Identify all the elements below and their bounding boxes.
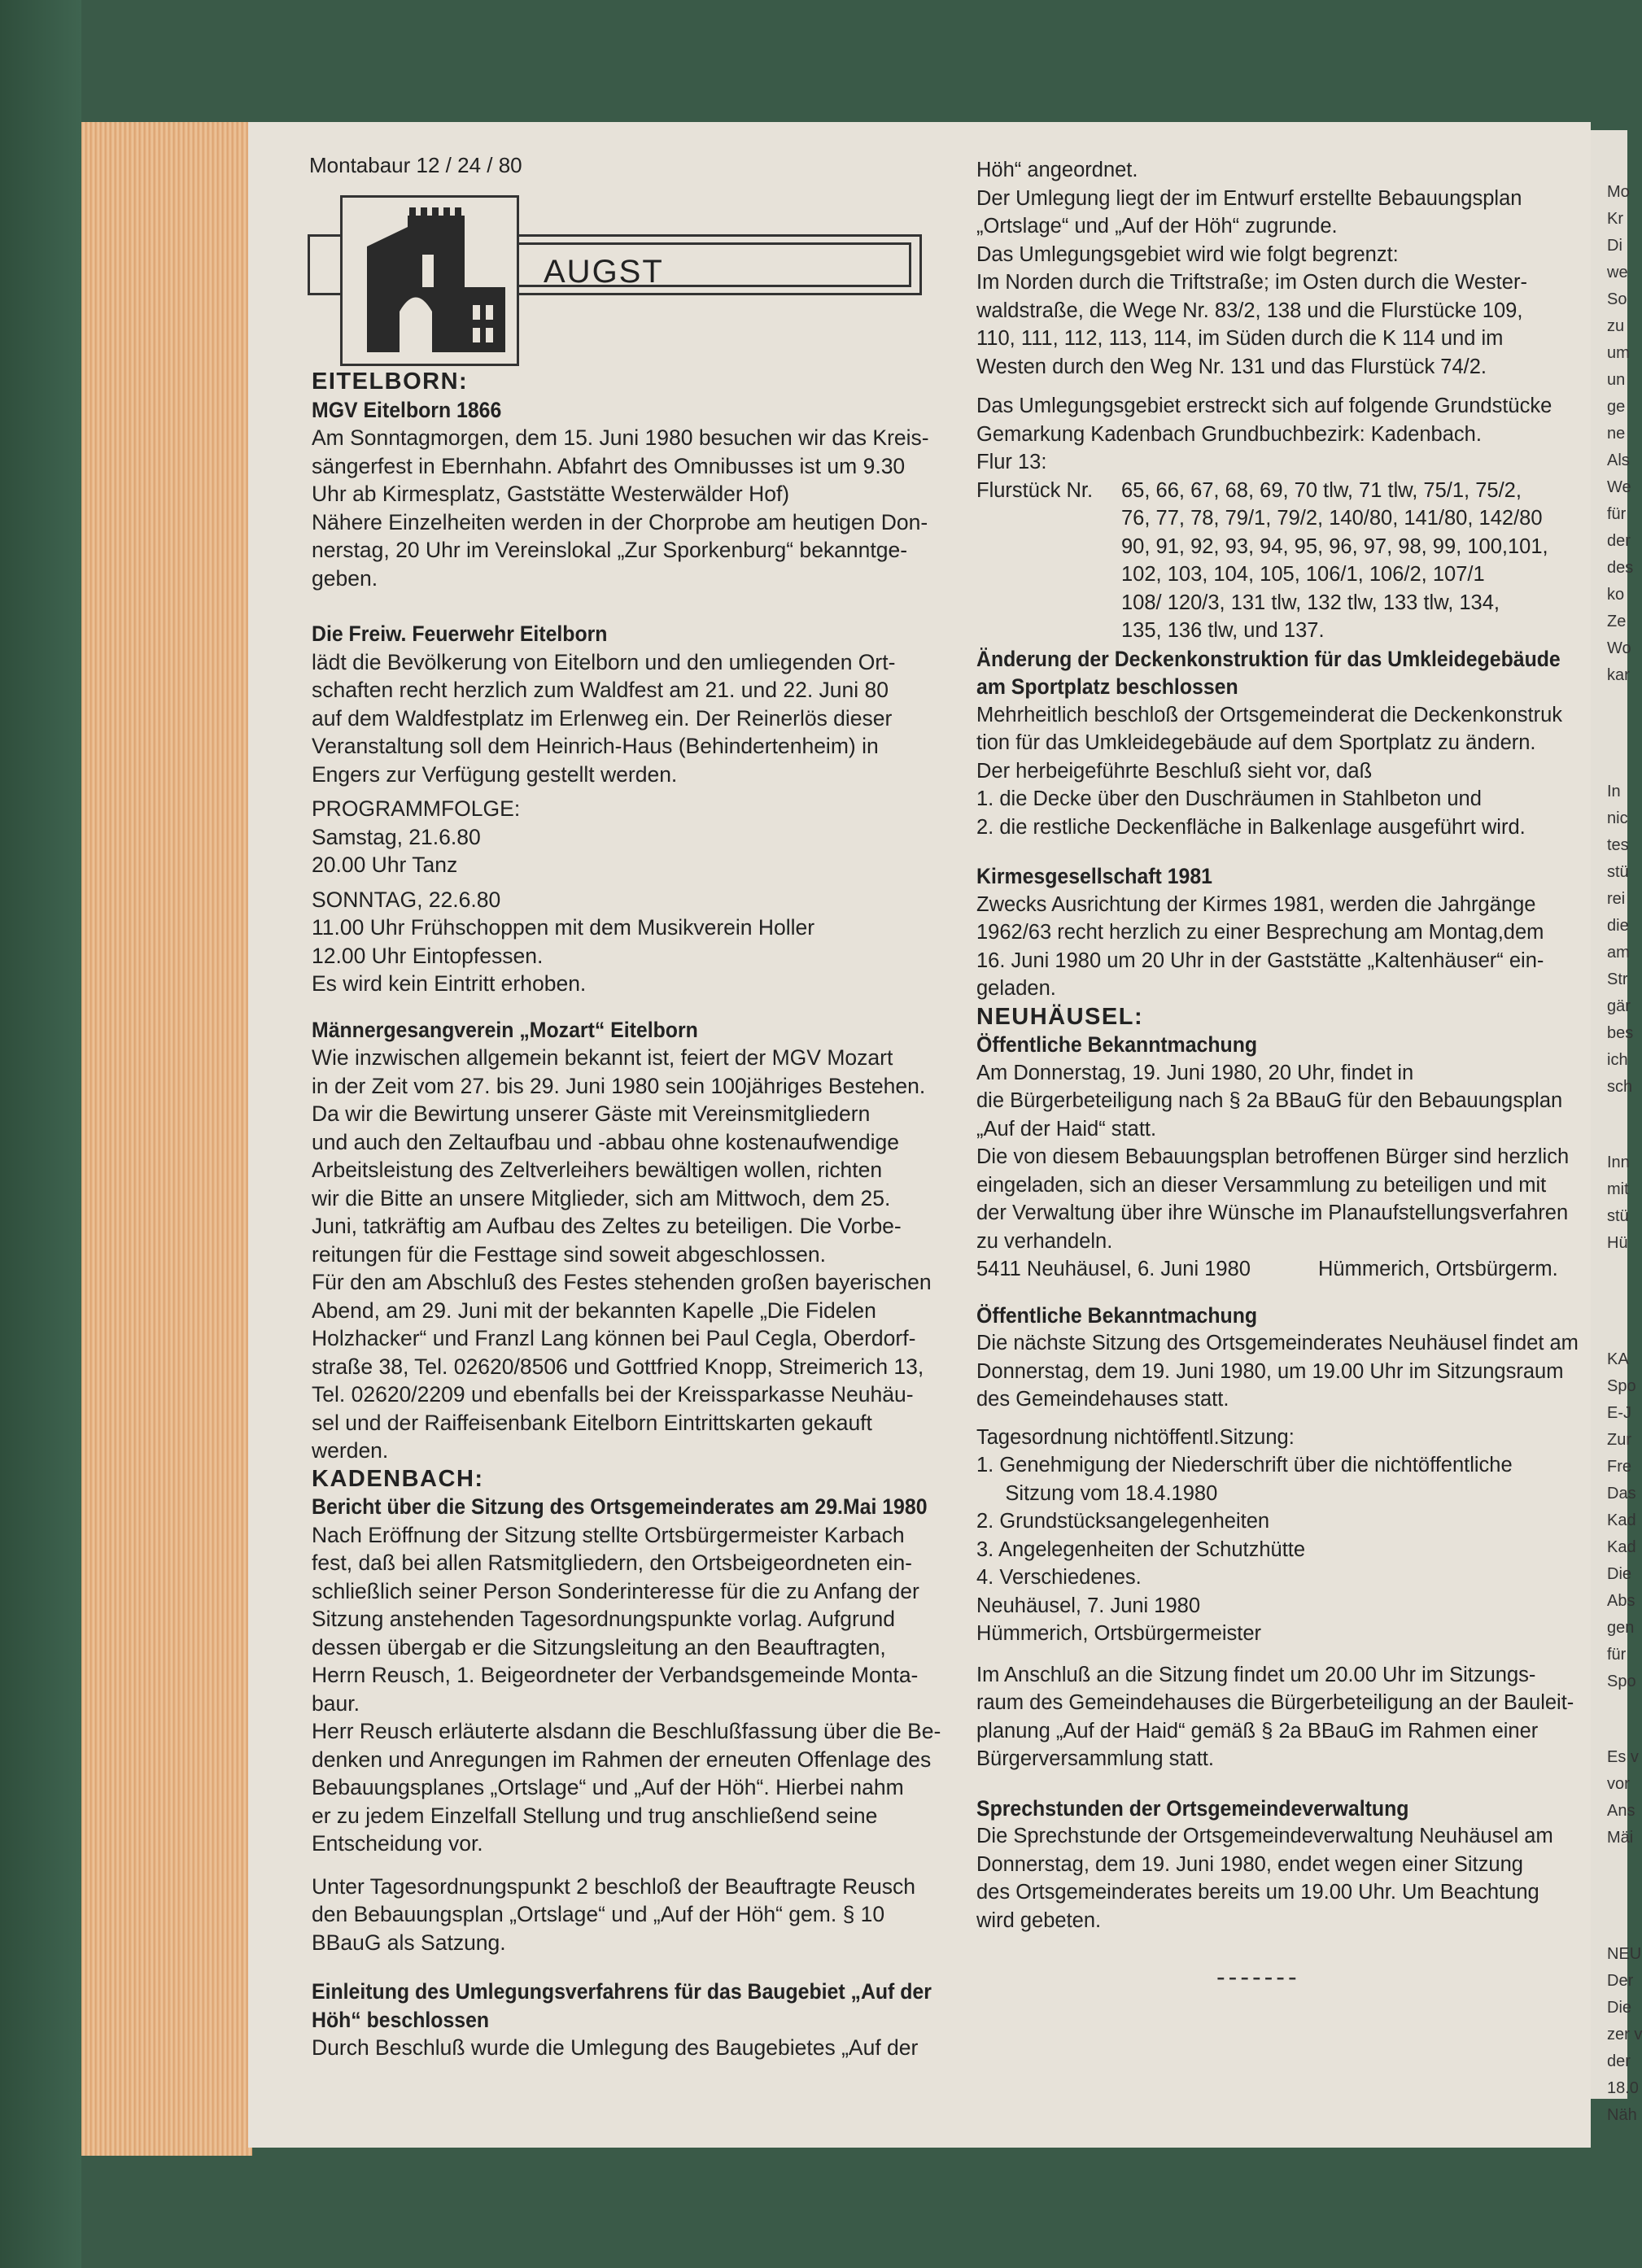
- next-page-fragment: mit: [1607, 1180, 1629, 1198]
- text-line: schaften recht herzlich zum Waldfest am 21. und 22. Juni 80: [312, 678, 889, 702]
- flurstueck-label: Flurstück Nr.: [976, 478, 1094, 502]
- text-line: Abend, am 29. Juni mit der bekannten Kapelle „Die Fidelen: [312, 1298, 876, 1323]
- text-line: der Verwaltung über ihre Wünsche im Planaufstellungsverfahren: [976, 1202, 1569, 1224]
- article-body-aenderung: [976, 701, 1588, 842]
- text-line: 1. Genehmigung der Niederschrift über die nichtöffentliche: [976, 1454, 1513, 1476]
- text-line: „Ortslage“ und „Auf der Höh“ zugrunde.: [976, 215, 1338, 238]
- text-line: planung „Auf der Haid“ gemäß § 2a BBauG im Rahmen einer: [976, 1719, 1539, 1742]
- article-title-bekanntmachung-1: Öffentliche Bekanntmachung: [976, 1032, 1258, 1057]
- next-page-fragment: am: [1607, 944, 1630, 962]
- text-line: 1962/63 recht herzlich zu einer Besprechung am Montag,dem: [976, 921, 1544, 944]
- next-page-fragment: ge: [1607, 398, 1626, 416]
- text-line: wird gebeten.: [976, 1908, 1102, 1932]
- text-line: Donnerstag, dem 19. Juni 1980, um 19.00 Uhr im Sitzungsraum: [976, 1359, 1564, 1383]
- text-line: Am Sonntagmorgen, dem 15. Juni 1980 besuchen wir das Kreis-: [312, 425, 929, 450]
- text-line: Westen durch den Weg Nr. 131 und das Flurstück 74/2.: [976, 355, 1487, 378]
- signature-name: Hümmerich, Ortsbürgerm.: [1318, 1258, 1558, 1280]
- signature-place-date: 5411 Neuhäusel, 6. Juni 1980: [976, 1258, 1251, 1280]
- article-title-mozart: Männergesangverein „Mozart“ Eitelborn: [312, 1017, 698, 1042]
- text-line: Da wir die Bewirtung unserer Gäste mit Vereinsmitgliedern: [312, 1101, 871, 1126]
- text-line: 65, 66, 67, 68, 69, 70 tlw, 71 tlw, 75/1, 75/2,: [1121, 478, 1522, 502]
- text-line: 108/ 120/3, 131 tlw, 132 tlw, 133 tlw, 134,: [1121, 591, 1500, 614]
- book-binding: [0, 0, 81, 2268]
- text-line: Neuhäusel, 7. Juni 1980: [976, 1594, 1201, 1617]
- text-line: fest, daß bei allen Ratsmitgliedern, den Ortsbeigeordneten ein-: [312, 1551, 913, 1575]
- text-line: und auch den Zeltaufbau und -abbau ohne kostenaufwendige: [312, 1129, 899, 1154]
- next-page-fragment: Mäi: [1607, 1829, 1634, 1847]
- next-page-fragment: Die: [1607, 1565, 1632, 1583]
- text-line: lädt die Bevölkerung von Eitelborn und den umliegenden Ort-: [312, 649, 896, 674]
- text-line: 2. die restliche Deckenfläche in Balkenlage ausgeführt wird.: [976, 815, 1526, 839]
- article-body-sprechstunden: [976, 1822, 1588, 1934]
- text-line: Der herbeigeführte Beschluß sieht vor, daß: [976, 759, 1373, 783]
- text-line: Herr Reusch erläuterte alsdann die Beschlußfassung über die Be-: [312, 1719, 941, 1743]
- text-line: er zu jedem Einzelfall Stellung und trug anschließend seine: [312, 1803, 878, 1828]
- article-body-bericht: [312, 1521, 971, 1858]
- text-line: Im Norden durch die Triftstraße; im Osten durch die Wester-: [976, 271, 1527, 294]
- article-body-anschluss: [976, 1661, 1588, 1773]
- text-line: Engers zur Verfügung gestellt werden.: [312, 761, 678, 787]
- text-line: schließlich seiner Person Sonderinteresse für die zu Anfang der: [312, 1578, 919, 1603]
- text-line: Das Umlegungsgebiet erstreckt sich auf folgende Grundstücke: [976, 395, 1552, 417]
- text-line: zu verhandeln.: [976, 1229, 1113, 1253]
- next-page-fragment: E-J: [1607, 1404, 1631, 1422]
- article-body-bekanntmachung-1: [976, 1059, 1588, 1284]
- flurstueck-list: [1121, 477, 1548, 645]
- next-page-fragment: zu: [1607, 317, 1625, 335]
- next-page-fragment: Kr: [1607, 210, 1623, 228]
- text-line: Bürgerversammlung statt.: [976, 1747, 1214, 1770]
- text-line: BBauG als Satzung.: [312, 1930, 506, 1955]
- tagesordnung: [976, 1424, 1588, 1648]
- next-page-fragment: zer v: [1607, 2026, 1642, 2043]
- next-page-fragment: stü: [1607, 863, 1629, 881]
- article-title-bericht: Bericht über die Sitzung des Ortsgemeinderates am 29.Mai 1980: [312, 1494, 928, 1519]
- next-page-fragment: Näh: [1607, 2106, 1637, 2124]
- next-page-fragment: ko: [1607, 586, 1625, 604]
- next-page-fragment: Ze: [1607, 613, 1627, 630]
- next-page-fragment: der: [1607, 2052, 1631, 2070]
- next-page-fragment: Abs: [1607, 1592, 1635, 1610]
- next-page-fragment: Hü: [1607, 1234, 1628, 1252]
- end-mark: -------: [1216, 1962, 1300, 1991]
- text-line: Samstag, 21.6.80: [312, 824, 481, 849]
- section-heading-neuhaeusel: NEUHÄUSEL:: [976, 1003, 1144, 1030]
- next-page-fragment: für: [1607, 1646, 1627, 1664]
- article-title-sprechstunden: Sprechstunden der Ortsgemeindeverwaltung: [976, 1795, 1409, 1821]
- next-page-fragment: Es v: [1607, 1748, 1639, 1766]
- next-page-fragment: der: [1607, 532, 1631, 550]
- next-page-fragment: Das: [1607, 1485, 1636, 1503]
- text-line: 135, 136 tlw, und 137.: [1121, 619, 1325, 642]
- text-line: Zwecks Ausrichtung der Kirmes 1981, werden die Jahrgänge: [976, 892, 1536, 916]
- text-line: Veranstaltung soll dem Heinrich-Haus (Behindertenheim) in: [312, 734, 879, 758]
- next-page-fragment: we: [1607, 264, 1628, 281]
- text-line: 76, 77, 78, 79/1, 79/2, 140/80, 141/80, 142/80: [1121, 507, 1543, 530]
- text-line: 16. Juni 1980 um 20 Uhr in der Gaststätte „Kaltenhäuser“ ein-: [976, 949, 1544, 972]
- article-body-kirmes: [976, 891, 1588, 1003]
- text-line: 4. Verschiedenes.: [976, 1566, 1142, 1589]
- next-page-edge: [1591, 130, 1642, 2124]
- text-line: geladen.: [976, 977, 1056, 1000]
- text-line: 1. die Decke über den Duschräumen in Stahlbeton und: [976, 787, 1482, 810]
- article-body-mgv: [312, 424, 971, 592]
- text-line: 20.00 Uhr Tanz: [312, 853, 458, 877]
- text-line: des Ortsgemeinderates bereits um 19.00 Uhr. Um Beachtung: [976, 1881, 1539, 1904]
- text-line: Tel. 02620/2209 und ebenfalls bei der Kreissparkasse Neuhäu-: [312, 1382, 914, 1407]
- left-column: [312, 368, 971, 2062]
- text-line: 90, 91, 92, 93, 94, 95, 96, 97, 98, 99, 100,101,: [1121, 534, 1548, 558]
- next-page-fragment: Der: [1607, 1972, 1634, 1990]
- text-line: Bebauungsplanes „Ortslage“ und „Auf der Höh“. Hierbei nahm: [312, 1775, 904, 1799]
- text-line: Juni, tatkräftig am Aufbau des Zeltes zu beteiligen. Die Vorbe-: [312, 1214, 902, 1238]
- text-line: 102, 103, 104, 105, 106/1, 106/2, 107/1: [1121, 563, 1485, 586]
- next-page-fragment: NEU: [1607, 1945, 1642, 1963]
- next-page-fragment: für: [1607, 505, 1627, 523]
- edition-line: Montabaur 12 / 24 / 80: [309, 153, 522, 177]
- text-line: Nähere Einzelheiten werden in der Chorprobe am heutigen Don-: [312, 509, 928, 534]
- text-line: wir die Bitte an unsere Mitglieder, sich am Mittwoch, dem 25.: [312, 1185, 891, 1210]
- next-page-fragment: Ans: [1607, 1802, 1635, 1820]
- article-body-mozart: [312, 1044, 971, 1465]
- section-heading-kadenbach: KADENBACH:: [312, 1465, 484, 1492]
- article-body-feuerwehr: [312, 648, 971, 789]
- text-line: 12.00 Uhr Eintopfessen.: [312, 943, 544, 968]
- article-title-bekanntmachung-2: Öffentliche Bekanntmachung: [976, 1302, 1258, 1328]
- article-title-kirmes: Kirmesgesellschaft 1981: [976, 864, 1212, 888]
- text-line: 3. Angelegenheiten der Schutzhütte: [976, 1537, 1306, 1561]
- text-line: Die Sprechstunde der Ortsgemeindeverwaltung Neuhäusel am: [976, 1825, 1553, 1847]
- text-line: denken und Anregungen im Rahmen der erneuten Offenlage des: [312, 1747, 932, 1772]
- text-line: tion für das Umkleidegebäude auf dem Sportplatz zu ändern.: [976, 731, 1536, 754]
- next-page-fragment: Inn: [1607, 1154, 1630, 1171]
- flurstueck-table: [976, 477, 1588, 645]
- next-page-fragment: des: [1607, 559, 1634, 577]
- castle-tower-icon: [340, 195, 519, 366]
- article-body-umlegung-cont: [976, 156, 1588, 381]
- next-page-fragment: Spo: [1607, 1377, 1636, 1395]
- article-title-umlegung-cont: Höh“ beschlossen: [312, 2007, 490, 2032]
- text-line: Die von diesem Bebauungsplan betroffenen Bürger sind herzlich: [976, 1145, 1570, 1168]
- text-line: Die nächste Sitzung des Ortsgemeinderates Neuhäusel findet am: [976, 1332, 1579, 1354]
- text-line: den Bebauungsplan „Ortslage“ und „Auf der Höh“ gem. § 10: [312, 1902, 885, 1926]
- text-line: Es wird kein Eintritt erhoben.: [312, 971, 587, 996]
- next-page-fragment: Wo: [1607, 639, 1631, 657]
- next-page-fragment: Kad: [1607, 1538, 1636, 1556]
- right-column: [976, 156, 1588, 1934]
- text-line: Wie inzwischen allgemein bekannt ist, feiert der MGV Mozart: [312, 1045, 893, 1070]
- text-line: 2. Grundstücksangelegenheiten: [976, 1510, 1270, 1533]
- text-line: SONNTAG, 22.6.80: [312, 887, 501, 912]
- text-line: Am Donnerstag, 19. Juni 1980, 20 Uhr, findet in: [976, 1061, 1414, 1084]
- text-line: raum des Gemeindehauses die Bürgerbeteiligung an der Bauleit-: [976, 1691, 1574, 1714]
- text-line: Das Umlegungsgebiet wird wie folgt begrenzt:: [976, 242, 1399, 266]
- next-page-fragment: Als: [1607, 451, 1630, 469]
- text-line: Der Umlegung liegt der im Entwurf erstellte Bebauungsplan: [976, 186, 1522, 210]
- text-line: Hümmerich, Ortsbürgermeister: [976, 1622, 1261, 1645]
- programm-sunday: [312, 886, 971, 998]
- text-line: Gemarkung Kadenbach Grundbuchbezirk: Kadenbach.: [976, 422, 1482, 446]
- page-edges: [81, 122, 252, 2156]
- next-page-fragment: sch: [1607, 1078, 1633, 1096]
- article-title-mgv: MGV Eitelborn 1866: [312, 397, 502, 422]
- next-page-fragment: die: [1607, 917, 1629, 935]
- article-title-aenderung: Änderung der Deckenkonstruktion für das Umkleidegebäude: [976, 646, 1561, 671]
- article-body-bekanntmachung-2: [976, 1329, 1588, 1414]
- next-page-fragment: stü: [1607, 1207, 1629, 1225]
- next-page-fragment: gen: [1607, 1619, 1635, 1637]
- text-line: Mehrheitlich beschloß der Ortsgemeinderat die Deckenkonstruk: [976, 703, 1563, 726]
- next-page-fragment: Spo: [1607, 1673, 1636, 1690]
- next-page-fragment: gär: [1607, 997, 1631, 1015]
- article-body-gebiet: [976, 392, 1588, 477]
- next-page-fragment: kar: [1607, 666, 1630, 684]
- text-line: sel und der Raiffeisenbank Eitelborn Eintrittskarten gekauft: [312, 1410, 872, 1435]
- next-page-fragment: vor: [1607, 1775, 1630, 1793]
- next-page-fragment: ich: [1607, 1051, 1628, 1069]
- text-line: werden.: [312, 1438, 389, 1463]
- signature-row: [976, 1255, 1588, 1284]
- text-line: Entscheidung vor.: [312, 1831, 483, 1856]
- programm-saturday: [312, 795, 971, 879]
- next-page-fragment: Die: [1607, 1999, 1632, 2017]
- next-page-fragment: Fre: [1607, 1458, 1631, 1476]
- next-page-fragment: rei: [1607, 890, 1626, 908]
- text-line: auf dem Waldfestplatz im Erlenweg ein. Der Reinerlös dieser: [312, 705, 893, 731]
- article-body-unter: [312, 1873, 971, 1957]
- text-line: Durch Beschluß wurde die Umlegung des Baugebietes „Auf der: [312, 2035, 919, 2060]
- text-line: 110, 111, 112, 113, 114, im Süden durch die K 114 und im: [976, 327, 1504, 350]
- text-line: straße 38, Tel. 02620/8506 und Gottfried Knopp, Streimerich 13,: [312, 1354, 924, 1379]
- next-page-fragment: Kad: [1607, 1511, 1636, 1529]
- text-line: Sitzung vom 18.4.1980: [976, 1481, 1218, 1505]
- next-page-fragment: We: [1607, 478, 1631, 496]
- text-line: „Auf der Haid“ statt.: [976, 1117, 1157, 1141]
- text-line: PROGRAMMFOLGE:: [312, 796, 521, 821]
- text-line: Nach Eröffnung der Sitzung stellte Ortsbürgermeister Karbach: [312, 1522, 905, 1547]
- month-banner: [308, 195, 922, 366]
- section-heading-eitelborn: EITELBORN:: [312, 369, 469, 395]
- text-line: Holzhacker“ und Franzl Lang können bei Paul Cegla, Oberdorf-: [312, 1326, 916, 1350]
- text-line: reitungen für die Festtage sind soweit abgeschlossen.: [312, 1241, 826, 1267]
- article-title-umlegung: Einleitung des Umlegungsverfahrens für das Baugebiet „Auf der: [312, 1979, 932, 2004]
- next-page-fragment: 18.0: [1607, 2079, 1639, 2097]
- next-page-fragment: bes: [1607, 1024, 1634, 1042]
- next-page-fragment: nic: [1607, 809, 1628, 827]
- text-line: Unter Tagesordnungspunkt 2 beschloß der Beauftragte Reusch: [312, 1873, 915, 1899]
- text-line: baur.: [312, 1690, 360, 1716]
- next-page-fragment: um: [1607, 344, 1630, 362]
- text-line: sängerfest in Ebernhahn. Abfahrt des Omnibusses ist um 9.30: [312, 453, 906, 478]
- next-page-fragment: KA: [1607, 1350, 1629, 1368]
- text-line: Für den am Abschluß des Festes stehenden großen bayerischen: [312, 1270, 932, 1294]
- text-line: Höh“ angeordnet.: [976, 159, 1138, 181]
- next-page-fragment: un: [1607, 371, 1626, 389]
- text-line: dessen übergab er die Sitzungsleitung an den Beauftragten,: [312, 1634, 886, 1660]
- text-line: Uhr ab Kirmesplatz, Gaststätte Westerwälder Hof): [312, 482, 790, 506]
- next-page-fragment: Di: [1607, 237, 1622, 255]
- text-line: Tagesordnung nichtöffentl.Sitzung:: [976, 1425, 1295, 1449]
- text-line: 11.00 Uhr Frühschoppen mit dem Musikverein Holler: [312, 915, 815, 940]
- text-line: Herrn Reusch, 1. Beigeordneter der Verbandsgemeinde Monta-: [312, 1663, 919, 1687]
- next-page-fragment: In: [1607, 783, 1621, 800]
- text-line: Sitzung anstehenden Tagesordnungspunkte vorlag. Aufgrund: [312, 1607, 896, 1631]
- text-line: eingeladen, sich an dieser Versammlung zu beteiligen und mit: [976, 1173, 1547, 1197]
- text-line: Im Anschluß an die Sitzung findet um 20.00 Uhr im Sitzungs-: [976, 1663, 1536, 1686]
- next-page-fragment: Zur: [1607, 1431, 1631, 1449]
- text-line: Flur 13:: [976, 451, 1047, 473]
- next-page-fragment: Str: [1607, 970, 1628, 988]
- text-line: die Bürgerbeteiligung nach § 2a BBauG für den Bebauungsplan: [976, 1089, 1563, 1112]
- text-line: des Gemeindehauses statt.: [976, 1388, 1229, 1411]
- next-page-fragment: So: [1607, 290, 1627, 308]
- text-line: geben.: [312, 565, 378, 591]
- next-page-fragment: ne: [1607, 425, 1626, 443]
- month-title: AUGST: [544, 254, 664, 290]
- next-page-fragment: Mo: [1607, 183, 1630, 201]
- next-page-fragment: tes: [1607, 836, 1629, 854]
- article-title-aenderung-cont: am Sportplatz beschlossen: [976, 674, 1238, 699]
- text-line: nerstag, 20 Uhr im Vereinslokal „Zur Sporkenburg“ bekanntge-: [312, 538, 908, 562]
- text-line: Arbeitsleistung des Zeltverleihers bewältigen wollen, richten: [312, 1158, 883, 1182]
- article-title-feuerwehr: Die Freiw. Feuerwehr Eitelborn: [312, 622, 608, 646]
- text-line: waldstraße, die Wege Nr. 83/2, 138 und die Flurstücke 109,: [976, 299, 1523, 322]
- text-line: Donnerstag, dem 19. Juni 1980, endet wegen einer Sitzung: [976, 1852, 1523, 1876]
- text-line: in der Zeit vom 27. bis 29. Juni 1980 sein 100jähriges Bestehen.: [312, 1073, 926, 1098]
